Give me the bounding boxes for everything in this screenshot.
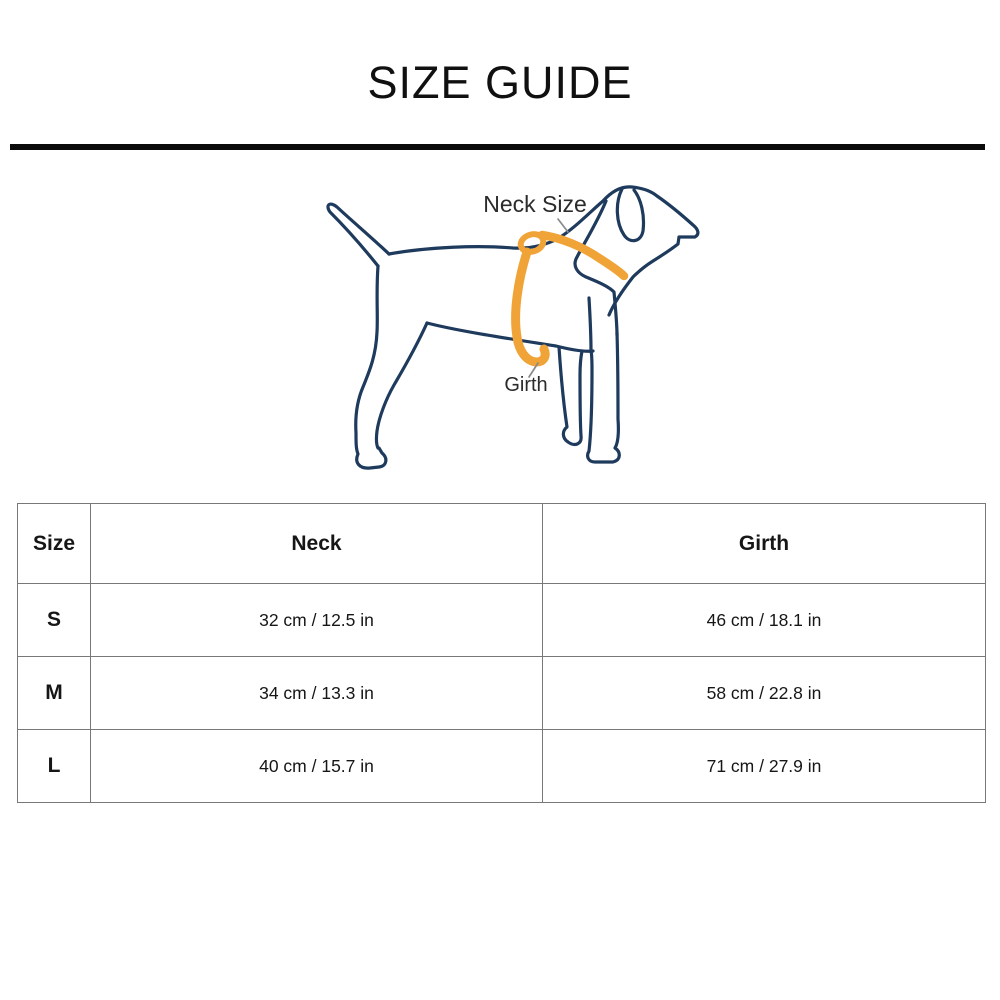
table-row-medium: [18, 657, 986, 730]
girth-value-cell: 46 cm / 18.1 in: [543, 584, 986, 657]
dog-front-leg-near: [588, 298, 620, 462]
harness-girth-strap: [516, 252, 546, 362]
neck-value-cell: 32 cm / 12.5 in: [91, 584, 543, 657]
neck-value-cell: 40 cm / 15.7 in: [91, 730, 543, 803]
girth-value-cell: 71 cm / 27.9 in: [543, 730, 986, 803]
table-row-large: [18, 730, 986, 803]
size-label-cell: L: [18, 730, 91, 803]
dog-hind-leg-front: [376, 323, 427, 448]
dog-hind-leg-back: [356, 266, 386, 468]
table-row-small: [18, 584, 986, 657]
size-table: [17, 503, 986, 803]
neck-value-cell: 34 cm / 13.3 in: [91, 657, 543, 730]
dog-ear: [617, 189, 643, 241]
harness-collar: [542, 235, 624, 276]
dog-belly: [427, 323, 593, 351]
size-table-header-row: [18, 504, 986, 584]
title-divider: [10, 144, 985, 150]
neck-column-header: Neck: [91, 504, 543, 584]
neck-size-pointer-line: [558, 219, 568, 232]
size-label-cell: S: [18, 584, 91, 657]
girth-label: Girth: [504, 374, 548, 396]
size-label-cell: M: [18, 657, 91, 730]
girth-column-header: Girth: [543, 504, 986, 584]
neck-size-label: Neck Size: [483, 191, 587, 217]
girth-value-cell: 58 cm / 22.8 in: [543, 657, 986, 730]
page-title: SIZE GUIDE: [367, 57, 633, 108]
size-column-header: Size: [18, 504, 91, 584]
harness-ring: [518, 231, 545, 254]
dog-tail: [328, 204, 389, 266]
